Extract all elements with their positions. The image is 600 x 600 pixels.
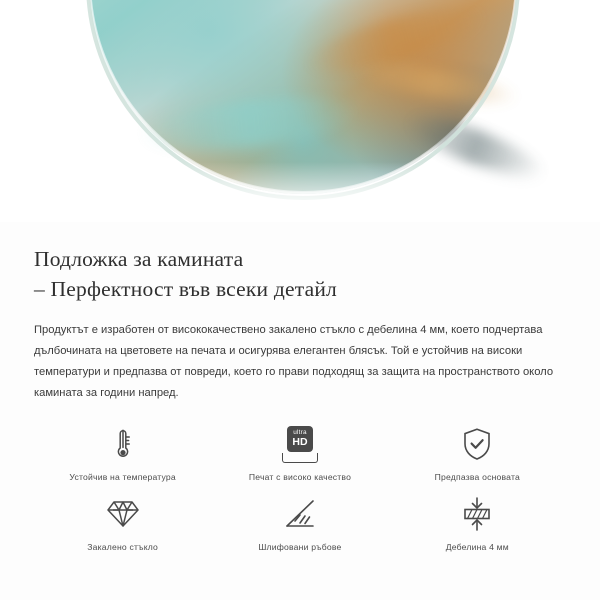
description-paragraph: Продуктът е изработен от висококачествено закалено стъкло с дебелина 4 мм, което подчертава дълбочината на цветовете на печата и осигурява елегантен блясък. Той е устойчив на високи температури и предпазва от повреди, което го прави подходящ за защита на пространството около камината за години напред. (34, 324, 554, 399)
thermometer-icon (95, 422, 151, 466)
feature-label: Дебелина 4 мм (445, 542, 509, 552)
feature-item (389, 492, 566, 552)
feature-item (211, 422, 388, 482)
feature-grid (34, 422, 566, 552)
page-title (34, 244, 566, 304)
description-text (34, 320, 566, 404)
hero-product-image (0, 0, 600, 222)
feature-item (34, 422, 211, 482)
image-fade-overlay (0, 162, 600, 222)
ultra-hd-print-icon (272, 422, 328, 466)
shield-check-icon (449, 422, 505, 466)
headline-line-2: – Перфектност във всеки детайл (34, 277, 337, 301)
headline-line-1: Подложка за камината (34, 247, 244, 271)
polished-edges-icon (272, 492, 328, 536)
feature-item (389, 422, 566, 482)
feature-label: Печат с високо качество (248, 472, 352, 482)
feature-item (34, 492, 211, 552)
feature-label: Закалено стъкло (87, 542, 159, 552)
feature-item (211, 492, 388, 552)
thickness-arrows-icon (449, 492, 505, 536)
feature-label: Предпазва основата (434, 472, 520, 482)
feature-label: Шлифовани ръбове (258, 542, 342, 552)
feature-label: Устойчив на температура (69, 472, 176, 482)
diamond-icon (95, 492, 151, 536)
ultra-hd-badge: ultra HD (287, 426, 313, 452)
printer-body (282, 453, 318, 463)
content-area (0, 222, 600, 552)
